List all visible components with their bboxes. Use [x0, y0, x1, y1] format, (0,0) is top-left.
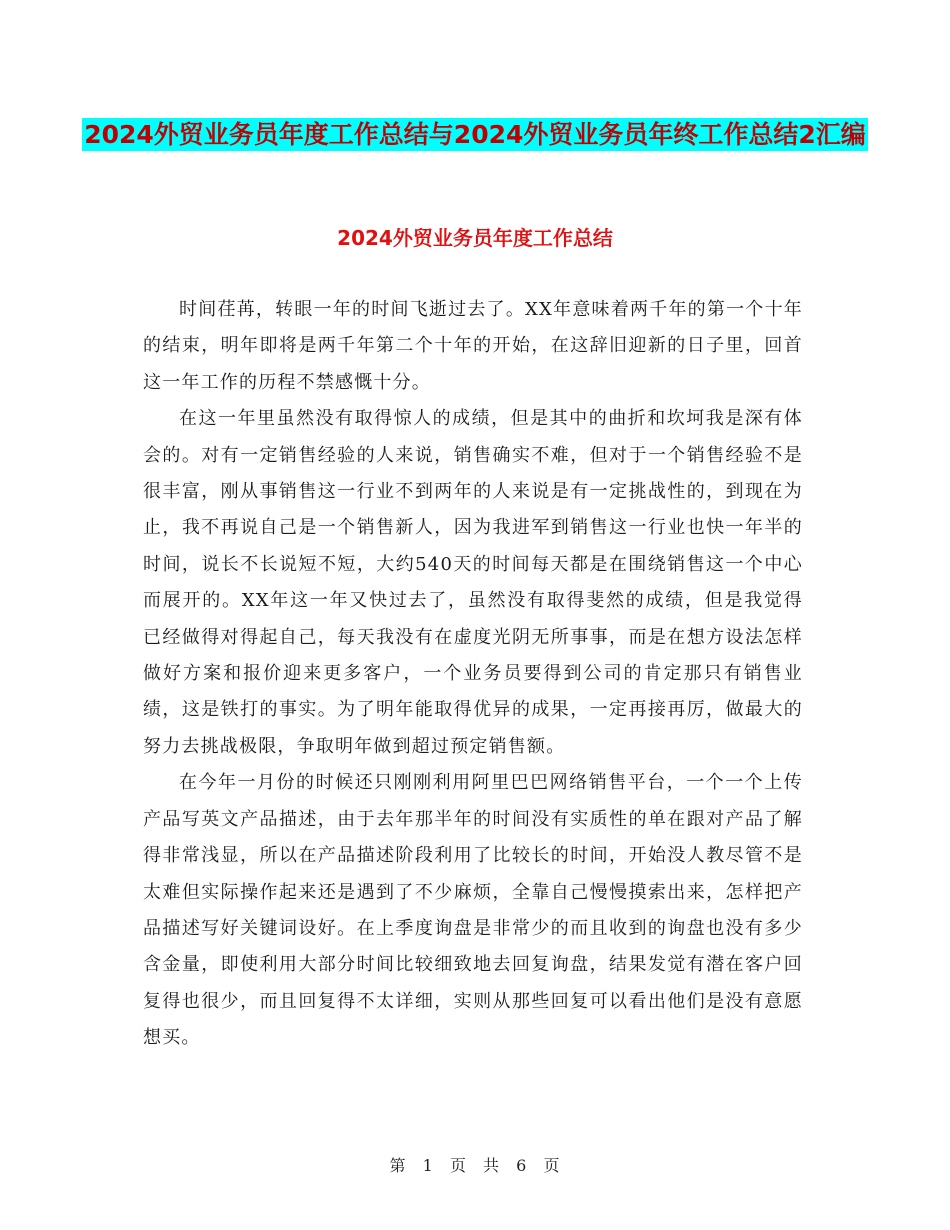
document-body — [143, 292, 803, 1057]
paragraph: 在今年一月份的时候还只刚刚利用阿里巴巴网络销售平台，一个一个上传产品写英文产品描述，由于去年那半年的时间没有实质性的单在跟对产品了解得非常浅显，所以在产品描述阶段利用了比较长的时间，开始没人教尽管不是太难但实际操作起来还是遇到了不少麻烦，全靠自己慢慢摸索出来，怎样把产品描述写好关键词设好。在上季度询盘是非常少的而且收到的询盘也没有多少含金量，即使利用大部分时间比较细致地去回复询盘，结果发觉有潜在客户回复得也很少，而且回复得不太详细，实则从那些回复可以看出他们是没有意愿想买。 — [143, 772, 803, 1049]
document-title-text: 2024外贸业务员年度工作总结与2024外贸业务员年终工作总结2汇编 — [84, 120, 866, 149]
section-title: 2024外贸业务员年度工作总结 — [337, 226, 613, 250]
footer-page-mid: 页 — [449, 1156, 467, 1175]
document-title — [0, 112, 950, 158]
paragraph: 时间荏苒，转眼一年的时间飞逝过去了。XX年意味着两千年的第一个十年的结束，明年即将是两千年第二个十年的开始，在这辞旧迎新的日子里，回首这一年工作的历程不禁感慨十分。 — [143, 299, 803, 393]
footer-page-suffix: 页 — [543, 1156, 561, 1175]
footer-page-prefix: 第 — [389, 1156, 407, 1175]
paragraph: 在这一年里虽然没有取得惊人的成绩，但是其中的曲折和坎坷我是深有体会的。对有一定销售经验的人来说，销售确实不难，但对于一个销售经验不是很丰富，刚从事销售这一行业不到两年的人来说是有一定挑战性的，到现在为止，我不再说自己是一个销售新人，因为我进军到销售这一行业也快一年半的时间，说长不长说短不短，大约540天的时间每天都是在围绕销售这一个中心而展开的。XX年这一年又快过去了，虽然没有取得斐然的成绩，但是我觉得已经做得对得起自己，每天我没有在虚度光阴无所事事，而是在想方设法怎样做好方案和报价迎来更多客户，一个业务员要得到公司的肯定那只有销售业绩，这是铁打的事实。为了明年能取得优异的成果，一定再接再厉，做最大的努力去挑战极限，争取明年做到超过预定销售额。 — [143, 408, 803, 757]
footer-total-pages: 6 — [516, 1156, 528, 1175]
footer-page-number: 1 — [422, 1156, 434, 1175]
page-footer — [0, 1153, 950, 1176]
footer-total-label: 共 — [483, 1156, 501, 1175]
